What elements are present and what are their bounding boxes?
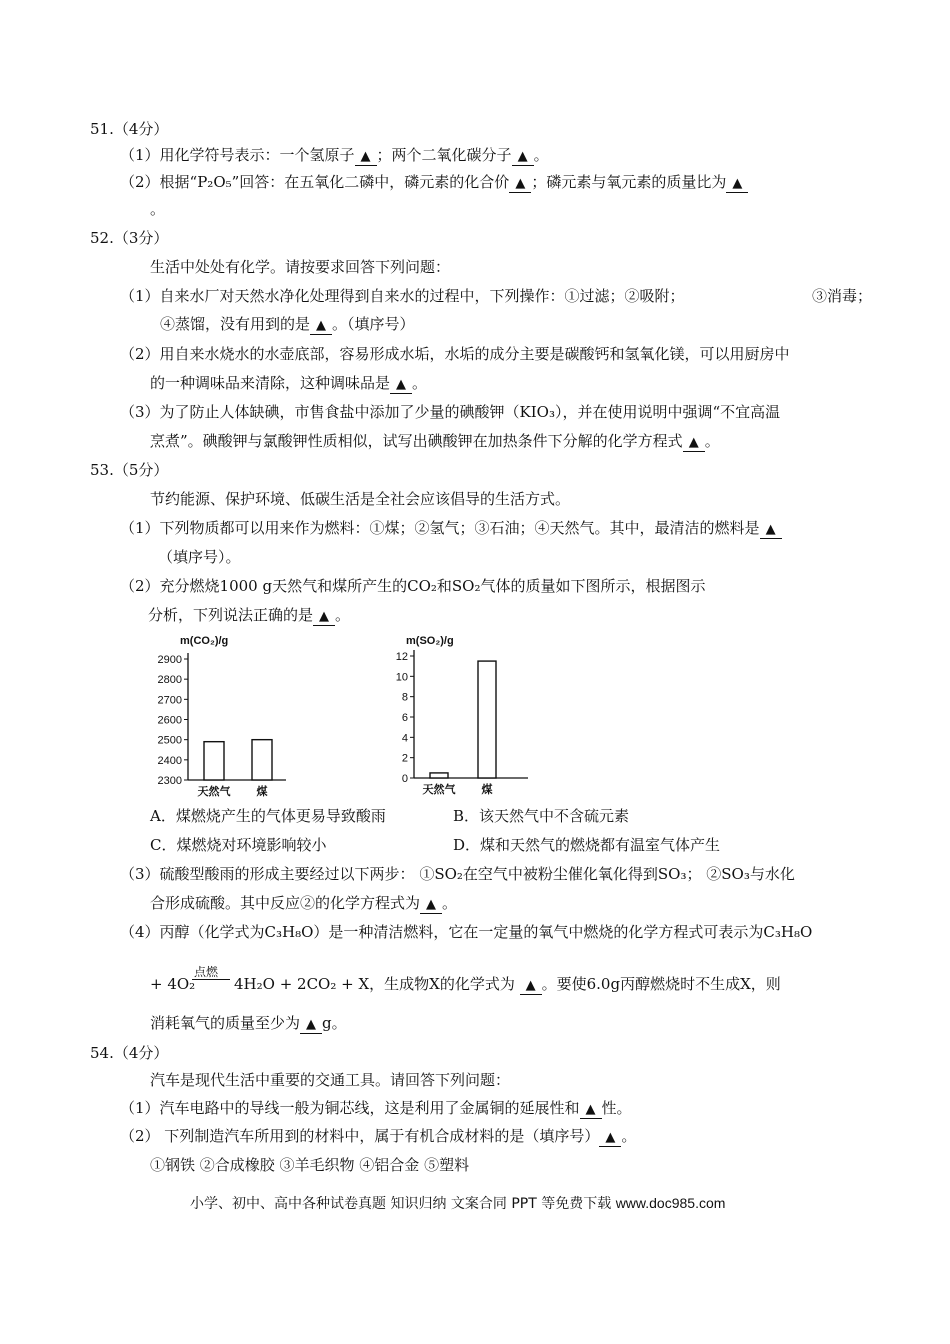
- q53-part4-end-text: 消耗氧气的质量至少为: [150, 1014, 301, 1032]
- triangle-icon: ▲: [517, 149, 528, 164]
- q52-part3: （3）为了防止人体缺碘，市售食盐中添加了少量的碘酸钾（KIO₃），并在使用说明中强调“不宜高温: [120, 403, 781, 421]
- triangle-icon: ▲: [515, 176, 526, 191]
- y-tick-label: 2800: [157, 674, 182, 687]
- answer-blank[interactable]: [390, 376, 412, 394]
- q53-part4-eq-text2: 。要使6.0g丙醇燃烧时不生成X，则: [541, 975, 781, 993]
- q51-part2-text: （2）根据“P₂O₅”回答：在五氧化二磷中，磷元素的化合价: [120, 173, 510, 191]
- triangle-icon: ▲: [605, 1130, 616, 1145]
- y-axis-label: m(SO₂)/g: [406, 635, 454, 647]
- bar: [204, 742, 224, 780]
- q53-part1: [120, 518, 782, 539]
- triangle-icon: ▲: [319, 609, 330, 624]
- footer: [190, 1193, 725, 1213]
- q52-part1-b: ③消毒；: [812, 287, 873, 305]
- y-tick-label: 10: [395, 671, 408, 684]
- answer-blank[interactable]: [509, 175, 531, 193]
- x-category-label: 天然气: [422, 784, 456, 796]
- q54-part1: [120, 1098, 632, 1119]
- y-tick-label: 2600: [157, 714, 182, 727]
- q51-part2-end: 。: [150, 200, 166, 218]
- y-tick-label: 12: [395, 651, 408, 663]
- q52-intro: 生活中处处有化学。请按要求回答下列问题：: [150, 258, 451, 276]
- q53-part4: （4）丙醇（化学式为C₃H₈O）是一种清洁燃料，它在一定量的氧气中燃烧的化学方程式可表示为C₃H₈O: [120, 923, 813, 941]
- y-axis-label: m(CO₂)/g: [180, 635, 229, 647]
- q54-part1-text: （1）汽车电路中的导线一般为铜芯线，这是利用了金属铜的延展性和: [120, 1099, 580, 1117]
- q54-heading: 54.（4分）: [90, 1044, 169, 1062]
- q53-part2-text: 分析，下列说法正确的是: [148, 606, 314, 624]
- bar: [430, 773, 448, 778]
- q53-part3-cont: [150, 893, 457, 914]
- q54-part1-end: 性。: [601, 1099, 632, 1117]
- y-tick-label: 2400: [157, 754, 182, 767]
- q53-part3-end: 。: [442, 894, 458, 912]
- y-tick-label: 4: [401, 732, 408, 745]
- q51-part1: [120, 145, 549, 166]
- answer-blank[interactable]: [683, 434, 705, 452]
- q52-part3-end: 。: [704, 432, 720, 450]
- answer-blank[interactable]: [313, 608, 335, 626]
- q53-intro: 节约能源、保护环境、低碳生活是全社会应该倡导的生活方式。: [150, 490, 571, 508]
- answer-blank[interactable]: [300, 1016, 322, 1034]
- footer-text: 小学、初中、高中各种试卷真题 知识归纳 文案合同 PPT 等免费下载: [190, 1196, 616, 1212]
- q52-part1: （1）自来水厂对天然水净化处理得到自来水的过程中，下列操作：①过滤；②吸附；: [120, 287, 685, 305]
- q51-part2-text2: ；磷元素与氧元素的质量比为: [531, 173, 727, 191]
- reaction-condition: 点燃: [194, 965, 219, 979]
- q52-part3-cont: [150, 431, 720, 452]
- q52-heading: 52.（3分）: [90, 229, 169, 247]
- q53-part4-end-unit: g。: [322, 1014, 347, 1032]
- triangle-icon: ▲: [396, 377, 407, 392]
- y-tick-label: 2: [401, 752, 408, 765]
- q54-part2: [120, 1126, 636, 1147]
- option-c: C．煤燃烧对环境影响较小: [150, 836, 327, 854]
- q52-part2-end: 。: [412, 374, 428, 392]
- option-a: A．煤燃烧产生的气体更易导致酸雨: [150, 807, 386, 825]
- answer-blank[interactable]: [310, 317, 332, 335]
- q54-options: ①钢铁 ②合成橡胶 ③羊毛织物 ④铝合金 ⑤塑料: [150, 1156, 470, 1174]
- triangle-icon: ▲: [306, 1017, 317, 1032]
- answer-blank[interactable]: [420, 896, 442, 914]
- answer-blank[interactable]: [580, 1101, 602, 1119]
- q53-part4-eq-left: + 4O₂: [150, 975, 196, 993]
- q53-part4-eq: [234, 974, 781, 995]
- q52-part1-text: ④蒸馏，没有用到的是: [160, 315, 311, 333]
- triangle-icon: ▲: [360, 149, 371, 164]
- q53-part4-eq-text: 4H₂O + 2CO₂ + X，生成物X的化学式为: [234, 975, 520, 993]
- triangle-icon: ▲: [316, 318, 327, 333]
- q51-heading: 51.（4分）: [90, 120, 169, 138]
- q52-part2: （2）用自来水烧水的水壶底部，容易形成水垢，水垢的成分主要是碳酸钙和氢氧化镁，可以用厨房中: [120, 345, 790, 363]
- so2-bar-chart: [392, 632, 552, 802]
- q51-part1-end: 。: [533, 146, 549, 164]
- answer-blank[interactable]: [599, 1129, 621, 1147]
- q54-part2-end: 。: [621, 1127, 637, 1145]
- y-tick-label: 2700: [157, 694, 182, 707]
- q53-part1-text: （1）下列物质都可以用来作为燃料：①煤；②氢气；③石油；④天然气。其中，最清洁的燃料是: [120, 519, 760, 537]
- q53-part2-cont: [148, 605, 350, 626]
- q53-heading: 53.（5分）: [90, 461, 169, 479]
- option-b: B．该天然气中不含硫元素: [453, 807, 630, 825]
- y-tick-label: 2300: [157, 775, 182, 787]
- q52-part1-cont: [160, 314, 415, 335]
- q52-part2-cont: [150, 373, 427, 394]
- q53-part2-end: 。: [335, 606, 351, 624]
- triangle-icon: ▲: [732, 176, 743, 191]
- q52-part2-text: 的一种调味品来清除，这种调味品是: [150, 374, 391, 392]
- x-category-label: 煤: [256, 786, 268, 798]
- answer-blank[interactable]: [512, 148, 534, 166]
- triangle-icon: ▲: [765, 522, 776, 537]
- footer-link[interactable]: www.doc985.com: [615, 1195, 726, 1211]
- option-d: D．煤和天然气的燃烧都有温室气体产生: [453, 836, 721, 854]
- answer-blank[interactable]: [726, 175, 748, 193]
- x-category-label: 天然气: [197, 786, 231, 798]
- y-tick-label: 0: [401, 773, 408, 785]
- answer-blank[interactable]: [760, 521, 782, 539]
- triangle-icon: ▲: [525, 978, 536, 993]
- reaction-arrow-line: [192, 979, 230, 980]
- q53-part3: （3）硫酸型酸雨的形成主要经过以下两步： ①SO₂在空气中被粉尘催化氧化得到SO₃； ②SO₃与水化: [120, 865, 795, 883]
- q51-part1-text: （1）用化学符号表示：一个氢原子: [120, 146, 355, 164]
- y-tick-label: 2500: [157, 734, 182, 747]
- x-category-label: 煤: [481, 784, 493, 796]
- answer-blank[interactable]: [355, 148, 377, 166]
- bar: [252, 740, 272, 780]
- triangle-icon: ▲: [585, 1102, 596, 1117]
- q52-part1-end: 。（填序号）: [332, 315, 415, 333]
- y-tick-label: 6: [401, 712, 408, 724]
- y-tick-label: 8: [401, 691, 408, 704]
- bar: [478, 661, 496, 778]
- q53-part3-text: 合形成硫酸。其中反应②的化学方程式为: [150, 894, 421, 912]
- q51-part1-text2: ；两个二氧化碳分子: [376, 146, 512, 164]
- q54-intro: 汽车是现代生活中重要的交通工具。请回答下列问题：: [150, 1071, 511, 1089]
- q51-part2: [120, 172, 748, 193]
- q52-part3-text: 烹煮”。碘酸钾与氯酸钾性质相似，试写出碘酸钾在加热条件下分解的化学方程式: [150, 432, 683, 450]
- q53-part2: （2）充分燃烧1000 g天然气和煤所产生的CO₂和SO₂气体的质量如下图所示，根据图示: [120, 577, 706, 595]
- triangle-icon: ▲: [688, 435, 699, 450]
- q53-part4-end: [150, 1013, 347, 1034]
- q53-part1-end: （填序号）。: [158, 548, 241, 566]
- q54-part2-text: （2） 下列制造汽车所用到的材料中，属于有机合成材料的是（填序号）: [120, 1127, 600, 1145]
- answer-blank[interactable]: [520, 977, 542, 995]
- triangle-icon: ▲: [426, 897, 437, 912]
- co2-bar-chart: [150, 632, 350, 802]
- y-tick-label: 2900: [157, 654, 182, 666]
